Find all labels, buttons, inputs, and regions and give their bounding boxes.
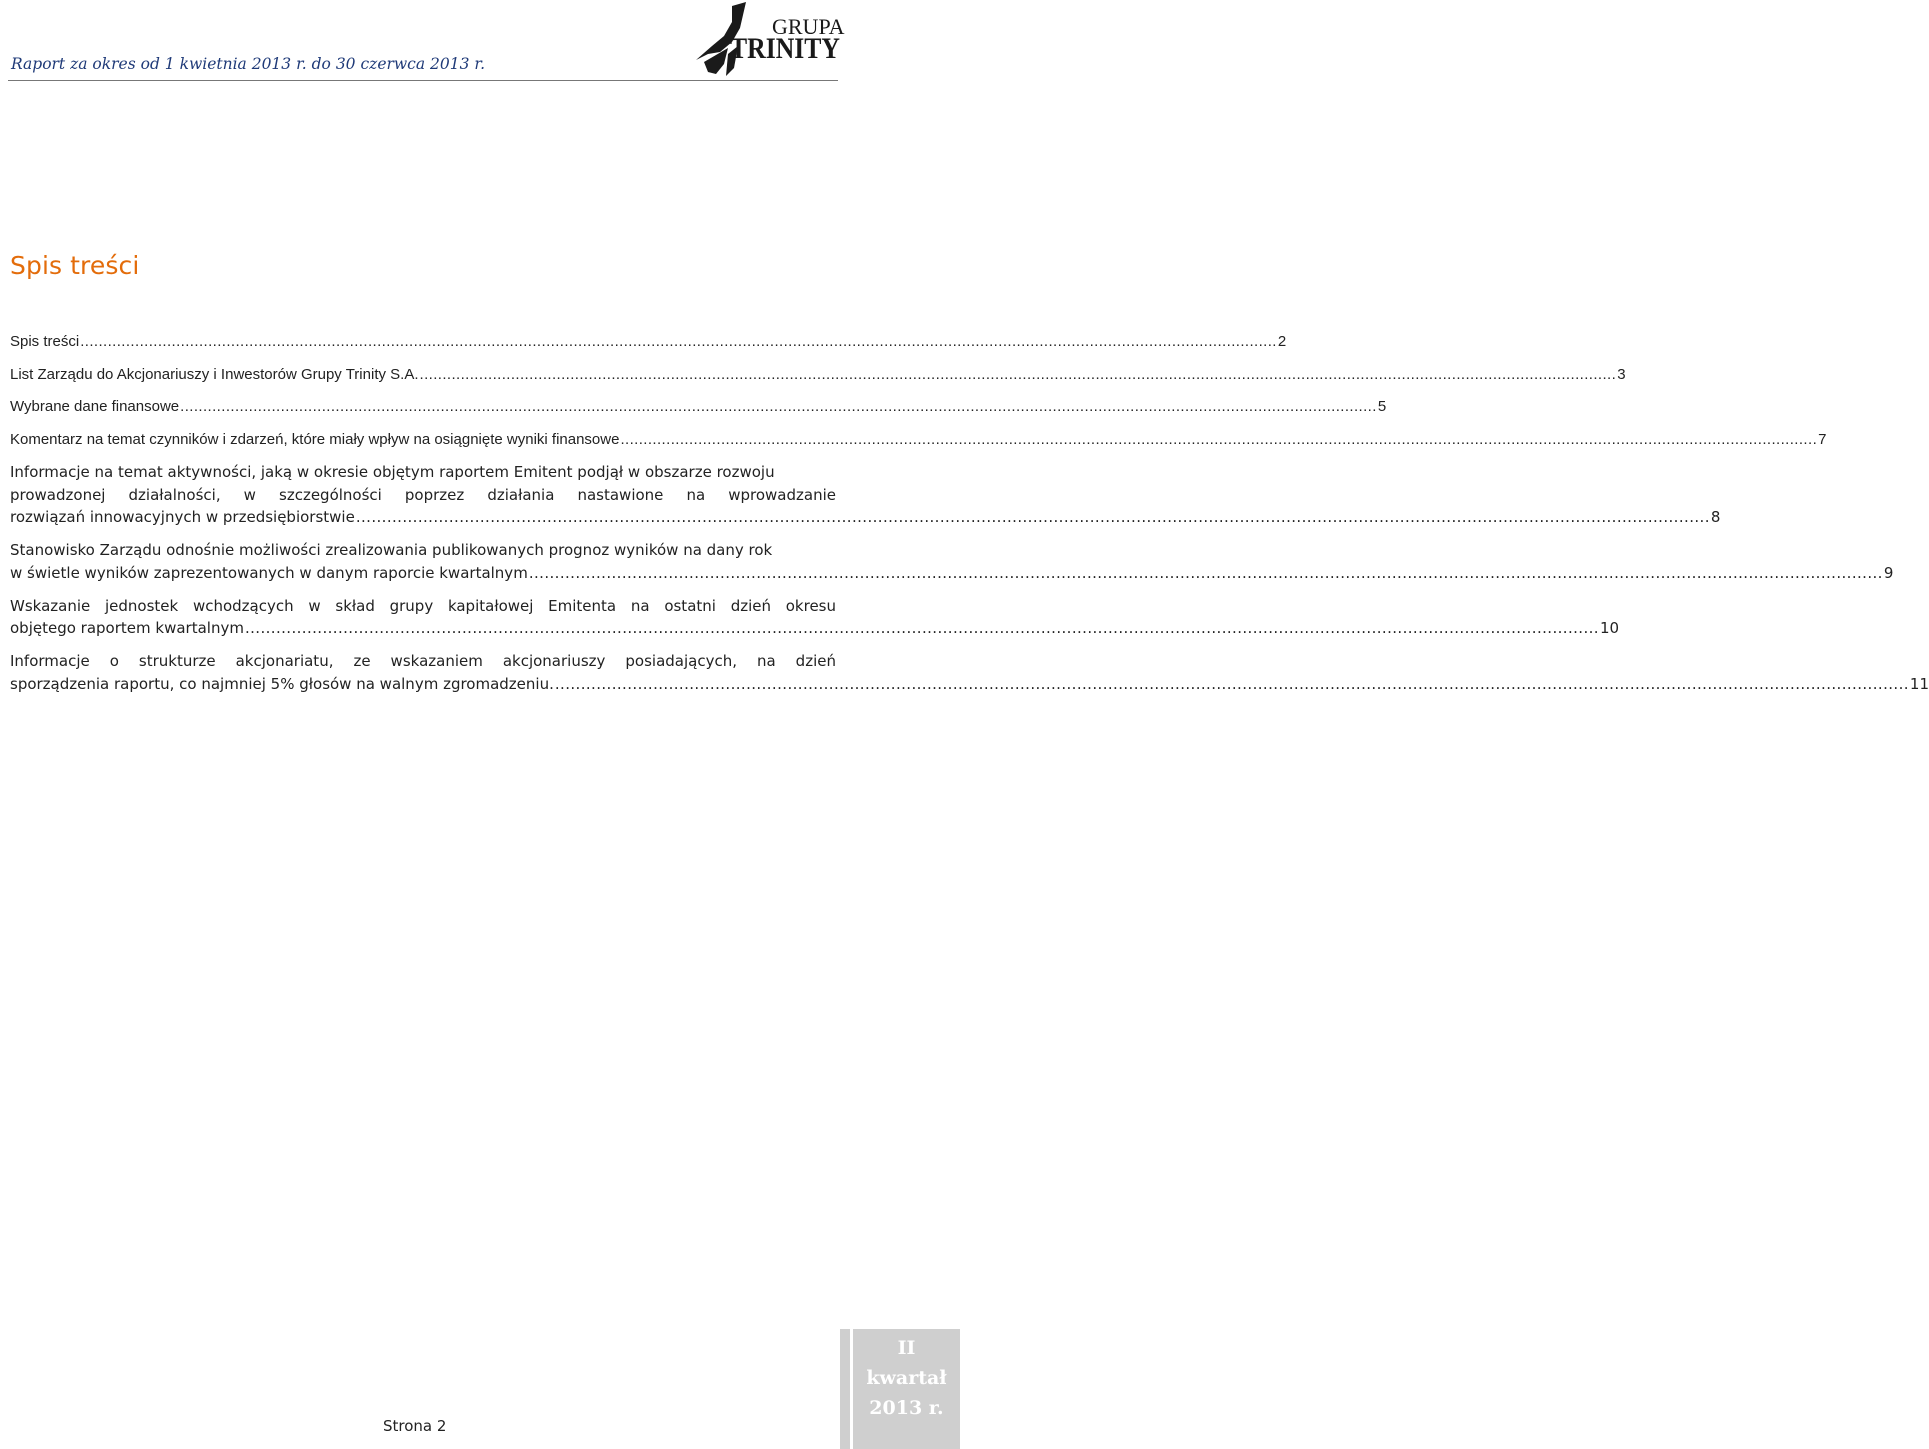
toc-entry-text-line: Informacje na temat aktywności, jaką w okresie objętym raportem Emitent podjął w obszarze rozwoju <box>10 463 775 481</box>
toc-entry-informacje-aktywnosc[interactable] <box>10 461 1721 529</box>
toc-entry-text-line: Wskazanie jednostek wchodzących w skład grupy kapitałowej Emitenta na ostatni dzień okresu <box>10 596 836 615</box>
toc-page-number: 8 <box>1710 508 1721 526</box>
toc-leader-dots <box>356 506 1710 529</box>
toc-page-number: 10 <box>1599 619 1620 637</box>
toc-entry-text-line: prowadzonej działalności, w szczególności poprzez działania nastawione na wprowadzanie <box>10 485 836 504</box>
toc-leader-dots <box>420 364 1617 387</box>
toc-page-number: 5 <box>1377 398 1387 415</box>
toc-entry-text-line: Informacje o strukturze akcjonariatu, ze wskazaniem akcjonariuszy posiadających, na dzień <box>10 652 836 670</box>
toc-entry-text-line: Stanowisko Zarządu odnośnie możliwości zrealizowania publikowanych prognoz wyników na dany rok <box>10 541 773 559</box>
header-divider <box>8 80 838 81</box>
toc-entry-komentarz[interactable] <box>10 429 1827 452</box>
toc-leader-dots <box>555 673 1909 696</box>
toc-entry-label: w świetle wyników zaprezentowanych w danym raporcie kwartalnym <box>10 563 528 582</box>
toc-page-number: 3 <box>1617 365 1626 383</box>
toc-entry-label: Wybrane dane finansowe <box>10 398 180 415</box>
toc-leader-dots <box>180 396 1377 419</box>
toc-entry-label: sporządzenia raportu, co najmniej 5% głosów na walnym zgromadzeniu. <box>10 674 554 693</box>
toc-leader-dots <box>529 562 1883 585</box>
toc-page-number: 9 <box>1883 563 1894 582</box>
toc-entry-list-zarzadu[interactable] <box>10 364 1626 387</box>
toc-entry-label: rozwiązań innowacyjnych w przedsiębiorstwie <box>10 508 355 526</box>
toc-page-number: 11 <box>1909 674 1929 693</box>
toc-entry-wybrane-dane[interactable] <box>10 396 1387 419</box>
toc-entry-wskazanie-jednostek[interactable] <box>10 595 1620 640</box>
toc-leader-dots <box>80 331 1277 354</box>
quarter-label: kwartał <box>866 1367 947 1389</box>
toc-entry-spis-tresci[interactable] <box>10 331 1287 354</box>
quarter-year: 2013 r. <box>869 1397 944 1419</box>
page-number-label: Strona 2 <box>383 1417 447 1435</box>
toc-entry-label: List Zarządu do Akcjonariuszy i Inwestorów Grupy Trinity S.A. <box>10 365 419 383</box>
table-of-contents <box>10 331 1929 706</box>
toc-entry-label: Komentarz na temat czynników i zdarzeń, które miały wpływ na osiągnięte wyniki finansowe <box>10 430 620 448</box>
toc-leader-dots <box>620 429 1817 452</box>
logo-text-grupa: GRUPA <box>772 14 845 39</box>
toc-leader-dots <box>245 617 1599 640</box>
toc-page-number: 2 <box>1277 333 1287 350</box>
toc-entry-label: Spis treści <box>10 333 80 350</box>
grupa-trinity-logo <box>694 2 844 78</box>
toc-entry-label: objętego raportem kwartalnym <box>10 619 244 637</box>
toc-heading: Spis treści <box>10 251 140 280</box>
report-period-title: Raport za okres od 1 kwietnia 2013 r. do 30 czerwca 2013 r. <box>11 55 486 73</box>
logo-text-trinity: TRINITY <box>730 32 841 65</box>
side-tab-stripe <box>840 1329 850 1449</box>
quarter-roman-numeral: II <box>897 1337 916 1359</box>
toc-entry-struktura-akcjonariatu[interactable] <box>10 650 1929 695</box>
quarter-side-tab <box>853 1329 960 1449</box>
toc-page-number: 7 <box>1818 430 1827 448</box>
toc-entry-stanowisko-zarzadu[interactable] <box>10 539 1894 584</box>
